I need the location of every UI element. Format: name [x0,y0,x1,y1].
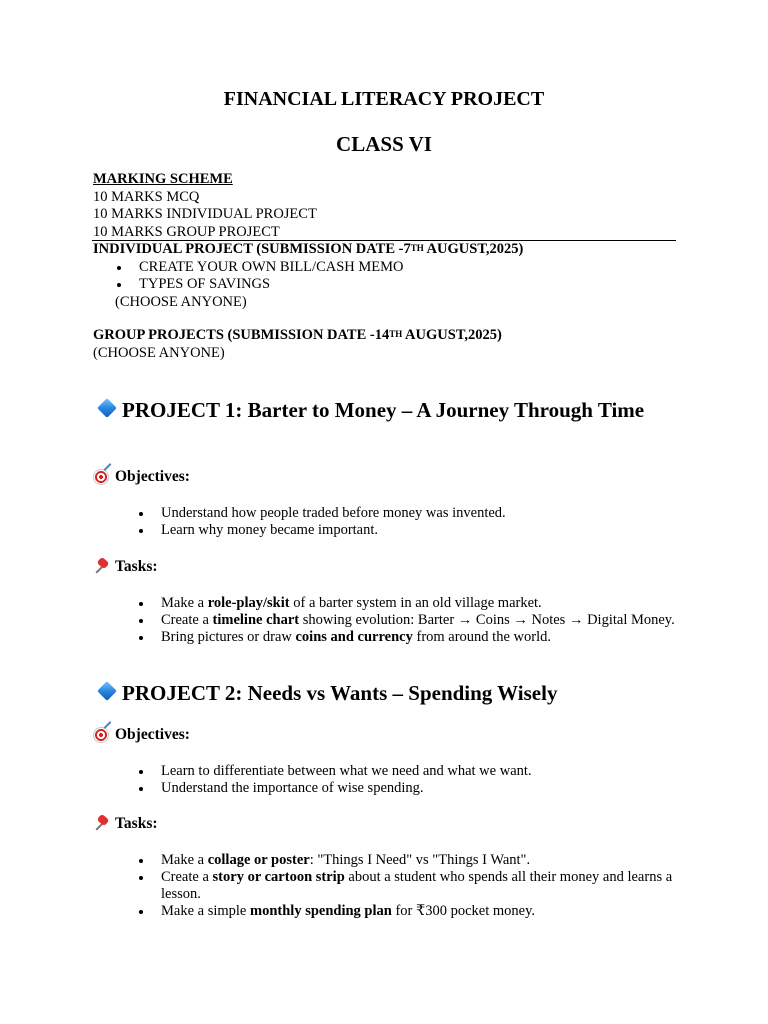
project-1-title: PROJECT 1: Barter to Money – A Journey Through Time [93,396,673,424]
list-item: Understand the importance of wise spending. [115,780,685,797]
marking-line: 10 MARKS GROUP PROJECT [93,223,280,240]
list-item: Understand how people traded before money was invented. [115,505,685,522]
pushpin-icon [93,816,109,832]
objectives-list [115,763,685,797]
marking-line: 10 MARKS MCQ [93,188,200,205]
list-item: TYPES OF SAVINGS [93,276,523,294]
marking-line: 10 MARKS INDIVIDUAL PROJECT [93,206,317,222]
tasks-list [115,852,685,920]
choose-note: (CHOOSE ANYONE) [115,293,247,310]
target-icon [93,727,109,743]
choose-note: (CHOOSE ANYONE) [93,344,225,361]
marking-scheme-heading: MARKING SCHEME [93,171,233,187]
list-item: Bring pictures or draw coins and currency from around the world. [115,629,685,646]
individual-project-heading: INDIVIDUAL PROJECT (SUBMISSION DATE -7TH AUGUST,2025) [93,241,524,257]
list-item: Make a role-play/skit of a barter system in an old village market. [115,595,685,612]
target-icon [93,469,109,485]
list-item: Make a simple monthly spending plan for ₹300 pocket money. [115,903,685,920]
objectives-heading: Objectives: [93,468,190,486]
tasks-heading: Tasks: [93,558,158,576]
list-item: Create a timeline chart showing evolution: Barter → Coins → Notes → Digital Money. [115,612,685,629]
tasks-list [115,595,685,646]
list-item: Learn to differentiate between what we need and what we want. [115,763,685,780]
list-item: Learn why money became important. [115,522,685,539]
list-item: Create a story or cartoon strip about a student who spends all their money and learns a lesson. [115,869,685,903]
document-title: FINANCIAL LITERACY PROJECT [223,88,545,110]
individual-project-section [93,241,523,311]
list-item: Make a collage or poster: "Things I Need" vs "Things I Want". [115,852,685,869]
list-item: CREATE YOUR OWN BILL/CASH MEMO [93,259,523,277]
blue-diamond-icon [97,681,117,701]
group-project-heading: GROUP PROJECTS (SUBMISSION DATE -14TH AUGUST,2025) [93,327,502,343]
tasks-heading: Tasks: [93,815,158,833]
class-title: CLASS VI [336,132,432,156]
blue-diamond-icon [97,398,117,418]
pushpin-icon [93,559,109,575]
objectives-heading: Objectives: [93,726,190,744]
objectives-list [115,505,685,539]
project-2-title: PROJECT 2: Needs vs Wants – Spending Wisely [93,679,673,707]
marking-scheme [93,171,317,241]
group-project-section [93,327,502,362]
